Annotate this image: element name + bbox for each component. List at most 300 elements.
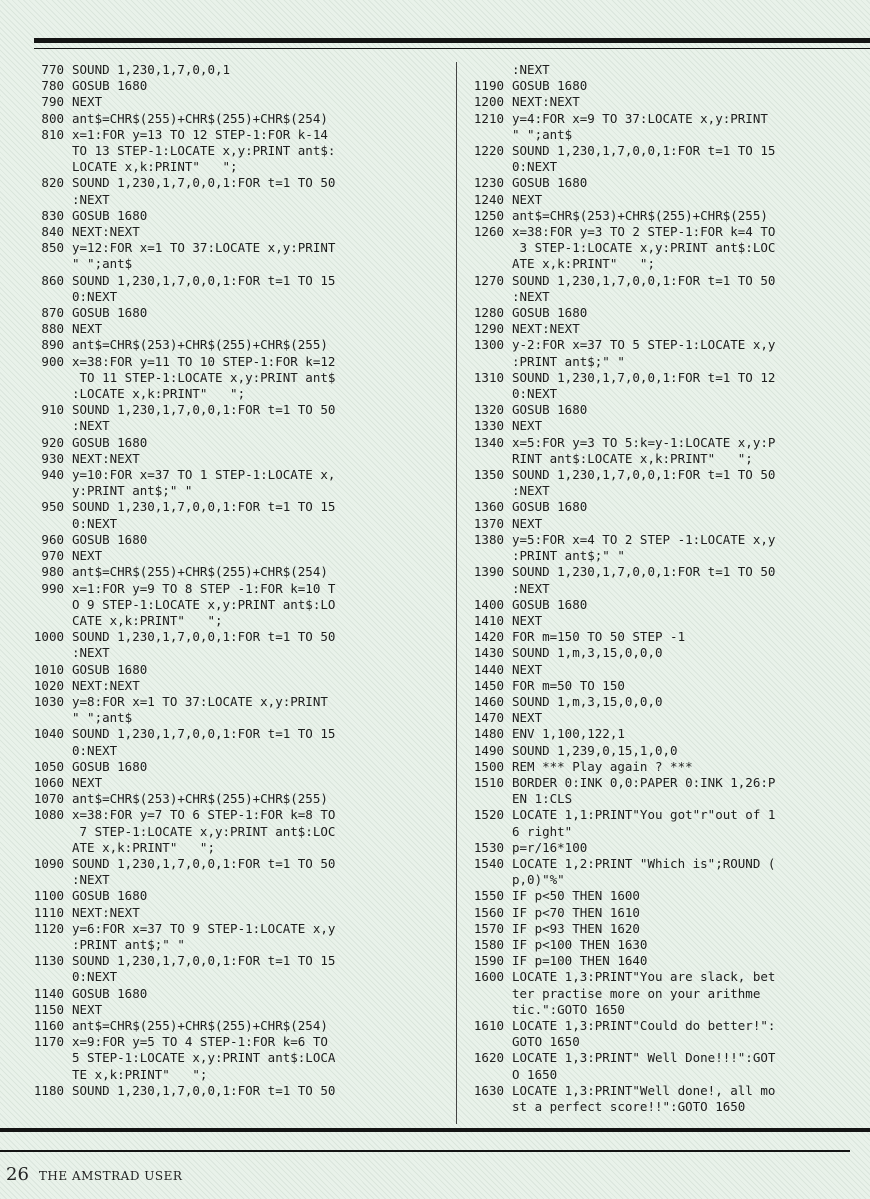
code-text: LOCATE x,k:PRINT" "; xyxy=(72,159,238,175)
code-text: IF p<93 THEN 1620 xyxy=(512,920,640,936)
code-text: x=38:FOR y=7 TO 6 STEP-1:FOR k=8 TO xyxy=(72,807,336,823)
line-number: 1000 xyxy=(33,629,64,645)
code-text: GOSUB 1680 xyxy=(72,758,148,774)
line-number: 960 xyxy=(41,531,64,547)
line-number: 1250 xyxy=(473,207,504,223)
code-text: y=8:FOR x=1 TO 37:LOCATE x,y:PRINT xyxy=(72,693,328,709)
line-number: 1550 xyxy=(473,888,504,904)
line-number: 850 xyxy=(41,240,64,256)
line-number: 870 xyxy=(41,305,64,321)
line-number: 860 xyxy=(41,272,64,288)
code-line xyxy=(0,905,450,921)
code-text: GOSUB 1680 xyxy=(72,531,148,547)
code-text: NEXT xyxy=(72,1001,103,1017)
code-line xyxy=(440,1034,865,1050)
code-line xyxy=(0,1067,450,1083)
code-line xyxy=(440,192,865,208)
line-number: 930 xyxy=(41,450,64,466)
line-number xyxy=(0,872,64,888)
line-number xyxy=(0,256,64,272)
line-number: 1020 xyxy=(33,677,64,693)
line-number: 1620 xyxy=(473,1050,504,1066)
code-text: x=1:FOR y=9 TO 8 STEP -1:FOR k=10 T xyxy=(72,580,336,596)
code-text: :PRINT ant$;" " xyxy=(512,353,625,369)
code-line xyxy=(440,1099,865,1115)
line-number: 1460 xyxy=(473,693,504,709)
code-text: LOCATE 1,1:PRINT"You got"r"out of 1 xyxy=(512,807,776,823)
code-line xyxy=(440,305,865,321)
code-line xyxy=(0,937,450,953)
code-line xyxy=(0,807,450,823)
line-number xyxy=(0,840,64,856)
code-text: y:PRINT ant$;" " xyxy=(72,483,193,499)
code-text: :NEXT xyxy=(512,580,550,596)
code-line xyxy=(0,289,450,305)
bottom-rule xyxy=(0,1128,870,1132)
code-line xyxy=(440,159,865,175)
page-footer xyxy=(6,1164,182,1185)
line-number xyxy=(440,386,504,402)
code-text: O 9 STEP-1:LOCATE x,y:PRINT ant$:LO xyxy=(72,596,336,612)
code-line xyxy=(440,840,865,856)
code-line xyxy=(0,192,450,208)
code-text: 3 STEP-1:LOCATE x,y:PRINT ant$:LOC xyxy=(512,240,776,256)
line-number: 1210 xyxy=(473,110,504,126)
code-text: TO 11 STEP-1:LOCATE x,y:PRINT ant$ xyxy=(72,369,336,385)
code-line xyxy=(0,564,450,580)
line-number xyxy=(440,548,504,564)
code-line xyxy=(0,969,450,985)
code-line xyxy=(0,111,450,127)
code-text: NEXT xyxy=(512,515,543,531)
code-text: ant$=CHR$(253)+CHR$(255)+CHR$(255) xyxy=(512,207,768,223)
code-text: NEXT xyxy=(512,418,543,434)
code-line xyxy=(0,1018,450,1034)
code-text: SOUND 1,230,1,7,0,0,1:FOR t=1 TO 50 xyxy=(512,467,776,483)
code-line xyxy=(0,548,450,564)
line-number: 1380 xyxy=(473,531,504,547)
code-text: y=6:FOR x=37 TO 9 STEP-1:LOCATE x,y xyxy=(72,920,336,936)
code-line xyxy=(440,888,865,904)
bottom-rule-thin xyxy=(0,1150,850,1152)
line-number xyxy=(0,1067,64,1083)
code-line xyxy=(440,824,865,840)
code-line xyxy=(0,354,450,370)
code-line xyxy=(0,256,450,272)
code-line xyxy=(440,645,865,661)
code-text: SOUND 1,m,3,15,0,0,0 xyxy=(512,645,663,661)
line-number xyxy=(440,451,504,467)
code-text: GOSUB 1680 xyxy=(72,434,148,450)
line-number: 1100 xyxy=(33,888,64,904)
code-text: 0:NEXT xyxy=(72,742,118,758)
code-line xyxy=(0,1083,450,1099)
line-number: 1140 xyxy=(33,985,64,1001)
code-line xyxy=(440,1050,865,1066)
code-text: :PRINT ant$;" " xyxy=(512,548,625,564)
code-text: REM *** Play again ? *** xyxy=(512,758,693,774)
top-rule xyxy=(34,38,870,43)
code-line xyxy=(0,159,450,175)
code-text: GOSUB 1680 xyxy=(512,499,588,515)
line-number: 1090 xyxy=(33,855,64,871)
code-text: 0:NEXT xyxy=(72,288,118,304)
line-number: 1520 xyxy=(473,807,504,823)
code-line xyxy=(0,305,450,321)
code-line xyxy=(0,127,450,143)
top-rule-thin xyxy=(34,48,870,49)
code-line xyxy=(440,856,865,872)
code-line xyxy=(0,451,450,467)
code-line xyxy=(440,921,865,937)
line-number xyxy=(440,872,504,888)
magazine-title: THE AMSTRAD USER xyxy=(38,1169,183,1183)
line-number xyxy=(0,597,64,613)
line-number xyxy=(0,516,64,532)
code-text: y=4:FOR x=9 TO 37:LOCATE x,y:PRINT xyxy=(512,110,768,126)
code-line xyxy=(440,111,865,127)
code-line xyxy=(440,694,865,710)
line-number xyxy=(0,613,64,629)
code-line xyxy=(0,208,450,224)
line-number: 1530 xyxy=(473,839,504,855)
line-number: 1200 xyxy=(473,94,504,110)
line-number: 1400 xyxy=(473,596,504,612)
code-text: x=1:FOR y=13 TO 12 STEP-1:FOR k-14 xyxy=(72,126,328,142)
code-line xyxy=(0,888,450,904)
code-text: ant$=CHR$(255)+CHR$(255)+CHR$(254) xyxy=(72,564,328,580)
code-text: :LOCATE x,k:PRINT" "; xyxy=(72,386,246,402)
line-number xyxy=(440,354,504,370)
code-line xyxy=(440,548,865,564)
line-number: 1010 xyxy=(33,661,64,677)
code-text: SOUND 1,230,1,7,0,0,1:FOR t=1 TO 50 xyxy=(72,175,336,191)
code-line xyxy=(440,1002,865,1018)
code-text: tic.":GOTO 1650 xyxy=(512,1001,625,1017)
line-number xyxy=(440,159,504,175)
code-text: O 1650 xyxy=(512,1066,558,1082)
line-number: 910 xyxy=(41,402,64,418)
code-line xyxy=(440,208,865,224)
code-line xyxy=(0,953,450,969)
code-line xyxy=(0,856,450,872)
code-line xyxy=(440,1067,865,1083)
line-number: 1560 xyxy=(473,904,504,920)
code-line xyxy=(440,78,865,94)
line-number xyxy=(0,418,64,434)
line-number xyxy=(440,1067,504,1083)
page-number: 26 xyxy=(6,1164,29,1185)
code-text: GOTO 1650 xyxy=(512,1034,580,1050)
code-line xyxy=(440,726,865,742)
line-number: 970 xyxy=(41,548,64,564)
line-number: 1150 xyxy=(33,1001,64,1017)
code-text: NEXT xyxy=(72,548,103,564)
code-text: NEXT:NEXT xyxy=(72,904,140,920)
code-text: GOSUB 1680 xyxy=(512,596,588,612)
line-number xyxy=(0,159,64,175)
code-line xyxy=(0,516,450,532)
code-text: NEXT xyxy=(512,191,543,207)
code-line xyxy=(0,532,450,548)
line-number: 1470 xyxy=(473,710,504,726)
code-line xyxy=(0,921,450,937)
line-number: 800 xyxy=(41,110,64,126)
code-line xyxy=(440,710,865,726)
code-text: y=10:FOR x=37 TO 1 STEP-1:LOCATE x, xyxy=(72,467,336,483)
code-text: LOCATE 1,3:PRINT"Well done!, all mo xyxy=(512,1082,776,1098)
code-line xyxy=(440,1018,865,1034)
code-line xyxy=(440,759,865,775)
code-text: 0:NEXT xyxy=(512,159,558,175)
code-line xyxy=(440,273,865,289)
code-line xyxy=(0,402,450,418)
line-number xyxy=(440,289,504,305)
code-text: st a perfect score!!":GOTO 1650 xyxy=(512,1099,746,1114)
line-number: 1270 xyxy=(473,272,504,288)
code-text: SOUND 1,230,1,7,0,0,1:FOR t=1 TO 50 xyxy=(512,272,776,288)
code-line xyxy=(0,370,450,386)
code-text: NEXT:NEXT xyxy=(72,677,140,693)
code-text: GOSUB 1680 xyxy=(512,175,588,191)
line-number: 840 xyxy=(41,224,64,240)
code-line xyxy=(0,710,450,726)
code-text: SOUND 1,230,1,7,0,0,1:FOR t=1 TO 12 xyxy=(512,369,776,385)
code-text: GOSUB 1680 xyxy=(512,78,588,94)
code-line xyxy=(440,629,865,645)
line-number: 1480 xyxy=(473,726,504,742)
code-line xyxy=(0,418,450,434)
code-text: x=38:FOR y=3 TO 2 STEP-1:FOR k=4 TO xyxy=(512,224,776,240)
code-text: :PRINT ant$;" " xyxy=(72,936,185,952)
code-line xyxy=(0,986,450,1002)
code-text: SOUND 1,230,1,7,0,0,1:FOR t=1 TO 50 xyxy=(72,629,336,645)
code-text: :NEXT xyxy=(72,645,110,661)
code-text: p,0)"%" xyxy=(512,872,565,888)
line-number xyxy=(440,986,504,1002)
code-text: y=5:FOR x=4 TO 2 STEP -1:LOCATE x,y xyxy=(512,531,776,547)
code-text: GOSUB 1680 xyxy=(72,78,148,94)
code-text: " ";ant$ xyxy=(512,126,573,142)
code-text: 0:NEXT xyxy=(72,969,118,985)
code-text: SOUND 1,230,1,7,0,0,1:FOR t=1 TO 15 xyxy=(72,726,336,742)
code-text: :NEXT xyxy=(72,418,110,434)
code-line xyxy=(0,872,450,888)
line-number xyxy=(440,240,504,256)
code-text: ATE x,k:PRINT" "; xyxy=(512,256,655,272)
line-number: 1290 xyxy=(473,321,504,337)
line-number xyxy=(0,710,64,726)
code-text: CATE x,k:PRINT" "; xyxy=(72,612,223,628)
code-line xyxy=(440,807,865,823)
listing-right-column xyxy=(440,62,865,1115)
code-line xyxy=(440,337,865,353)
line-number xyxy=(0,969,64,985)
code-line xyxy=(0,759,450,775)
code-line xyxy=(0,467,450,483)
code-text: RINT ant$:LOCATE x,k:PRINT" "; xyxy=(512,450,753,466)
code-line xyxy=(440,175,865,191)
code-line xyxy=(440,662,865,678)
code-line xyxy=(440,289,865,305)
code-text: NEXT:NEXT xyxy=(72,450,140,466)
line-number: 1510 xyxy=(473,774,504,790)
line-number: 1230 xyxy=(473,175,504,191)
line-number: 1600 xyxy=(473,969,504,985)
code-line xyxy=(0,62,450,78)
code-line xyxy=(440,224,865,240)
line-number: 1570 xyxy=(473,920,504,936)
line-number xyxy=(0,192,64,208)
line-number: 1160 xyxy=(33,1017,64,1033)
code-line xyxy=(440,354,865,370)
code-line xyxy=(440,905,865,921)
code-line xyxy=(440,564,865,580)
code-text: SOUND 1,239,0,15,1,0,0 xyxy=(512,742,678,758)
code-text: " ";ant$ xyxy=(72,256,133,272)
code-text: NEXT xyxy=(512,710,543,726)
code-text: IF p<70 THEN 1610 xyxy=(512,904,640,920)
code-line xyxy=(0,224,450,240)
code-line xyxy=(0,678,450,694)
code-text: :NEXT xyxy=(512,483,550,499)
code-line xyxy=(440,435,865,451)
line-number: 820 xyxy=(41,175,64,191)
code-text: TO 13 STEP-1:LOCATE x,y:PRINT ant$: xyxy=(72,143,336,159)
code-line xyxy=(0,321,450,337)
code-text: IF p<100 THEN 1630 xyxy=(512,936,648,952)
line-number xyxy=(440,824,504,840)
line-number: 1450 xyxy=(473,677,504,693)
code-line xyxy=(0,386,450,402)
line-number: 1430 xyxy=(473,645,504,661)
code-line xyxy=(0,791,450,807)
code-text: ant$=CHR$(253)+CHR$(255)+CHR$(255) xyxy=(72,337,328,353)
code-line xyxy=(0,1002,450,1018)
code-text: SOUND 1,230,1,7,0,0,1:FOR t=1 TO 50 xyxy=(512,564,776,580)
code-line xyxy=(440,532,865,548)
line-number: 780 xyxy=(41,78,64,94)
code-line xyxy=(440,451,865,467)
line-number: 1330 xyxy=(473,418,504,434)
line-number xyxy=(440,127,504,143)
line-number xyxy=(0,483,64,499)
code-text: 6 right" xyxy=(512,823,573,839)
line-number xyxy=(440,1034,504,1050)
line-number: 1580 xyxy=(473,936,504,952)
code-text: NEXT:NEXT xyxy=(512,94,580,110)
line-number: 890 xyxy=(41,337,64,353)
code-text: SOUND 1,m,3,15,0,0,0 xyxy=(512,693,663,709)
code-text: y-2:FOR x=37 TO 5 STEP-1:LOCATE x,y xyxy=(512,337,776,353)
code-text: EN 1:CLS xyxy=(512,791,573,807)
code-line xyxy=(440,94,865,110)
code-line xyxy=(440,969,865,985)
code-text: SOUND 1,230,1,7,0,0,1:FOR t=1 TO 50 xyxy=(72,855,336,871)
code-text: y=12:FOR x=1 TO 37:LOCATE x,y:PRINT xyxy=(72,240,336,256)
line-number: 1220 xyxy=(473,143,504,159)
line-number: 1340 xyxy=(473,434,504,450)
code-line xyxy=(440,256,865,272)
code-line xyxy=(0,662,450,678)
code-line xyxy=(0,645,450,661)
code-text: ant$=CHR$(255)+CHR$(255)+CHR$(254) xyxy=(72,1017,328,1033)
line-number: 1360 xyxy=(473,499,504,515)
code-line xyxy=(440,937,865,953)
line-number: 1070 xyxy=(33,791,64,807)
line-number: 1030 xyxy=(33,693,64,709)
code-text: :NEXT xyxy=(72,191,110,207)
code-text: 7 STEP-1:LOCATE x,y:PRINT ant$:LOC xyxy=(72,823,336,839)
line-number xyxy=(440,1002,504,1018)
listing-left-column xyxy=(0,62,450,1099)
code-line xyxy=(440,467,865,483)
code-text: SOUND 1,230,1,7,0,0,1 xyxy=(72,62,231,77)
code-text: LOCATE 1,3:PRINT"You are slack, bet xyxy=(512,969,776,985)
code-text: ENV 1,100,122,1 xyxy=(512,726,625,742)
line-number: 1120 xyxy=(33,920,64,936)
code-text: NEXT xyxy=(72,94,103,110)
code-line xyxy=(0,273,450,289)
code-line xyxy=(0,597,450,613)
line-number: 1350 xyxy=(473,467,504,483)
code-line xyxy=(440,240,865,256)
line-number xyxy=(440,1099,504,1115)
code-line xyxy=(440,321,865,337)
code-text: LOCATE 1,2:PRINT "Which is";ROUND ( xyxy=(512,855,776,871)
line-number: 940 xyxy=(41,467,64,483)
code-text: p=r/16*100 xyxy=(512,839,588,855)
line-number xyxy=(440,62,504,78)
line-number: 880 xyxy=(41,321,64,337)
code-line xyxy=(440,678,865,694)
code-line xyxy=(0,581,450,597)
code-line xyxy=(440,516,865,532)
code-text: ant$=CHR$(253)+CHR$(255)+CHR$(255) xyxy=(72,791,328,807)
code-text: GOSUB 1680 xyxy=(72,985,148,1001)
line-number xyxy=(0,937,64,953)
code-line xyxy=(0,78,450,94)
code-line xyxy=(0,435,450,451)
line-number: 1300 xyxy=(473,337,504,353)
code-line xyxy=(0,824,450,840)
code-text: :NEXT xyxy=(512,288,550,304)
line-number: 900 xyxy=(41,353,64,369)
code-line xyxy=(440,1083,865,1099)
line-number xyxy=(0,370,64,386)
line-number: 1080 xyxy=(33,807,64,823)
code-line xyxy=(0,1034,450,1050)
code-text: ant$=CHR$(255)+CHR$(255)+CHR$(254) xyxy=(72,110,328,126)
line-number: 1240 xyxy=(473,191,504,207)
code-line xyxy=(440,483,865,499)
code-text: " ";ant$ xyxy=(72,710,133,726)
code-text: ATE x,k:PRINT" "; xyxy=(72,839,215,855)
line-number xyxy=(0,386,64,402)
line-number: 950 xyxy=(41,499,64,515)
code-text: GOSUB 1680 xyxy=(512,305,588,321)
code-line xyxy=(0,726,450,742)
line-number: 1610 xyxy=(473,1017,504,1033)
code-text: LOCATE 1,3:PRINT" Well Done!!!":GOT xyxy=(512,1050,776,1066)
line-number: 1410 xyxy=(473,612,504,628)
code-text: x=38:FOR y=11 TO 10 STEP-1:FOR k=12 xyxy=(72,353,336,369)
code-text: x=5:FOR y=3 TO 5:k=y-1:LOCATE x,y:P xyxy=(512,434,776,450)
code-line xyxy=(440,597,865,613)
line-number xyxy=(440,483,504,499)
code-line xyxy=(440,791,865,807)
code-line xyxy=(0,840,450,856)
